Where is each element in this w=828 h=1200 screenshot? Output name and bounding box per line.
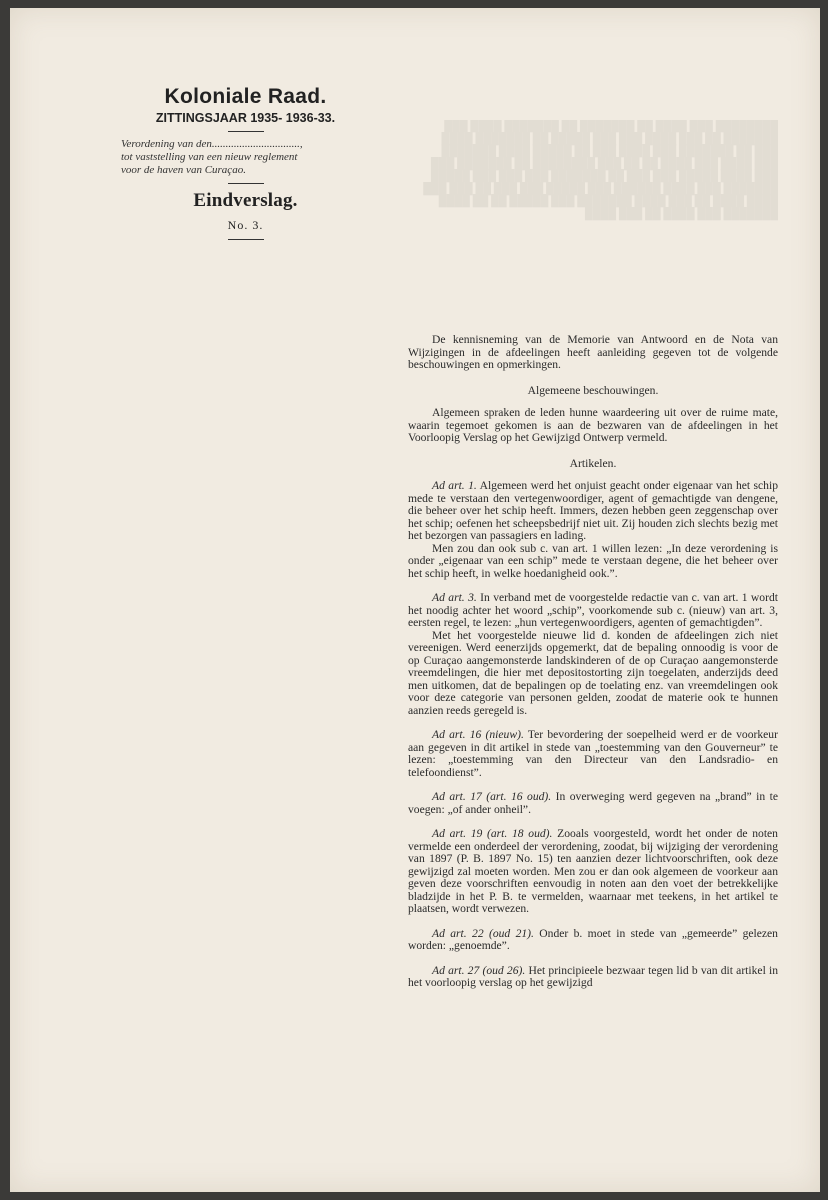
art27-paragraph: Ad art. 27 (oud 26). Het principieele bezwaar tegen lid b van dit artikel in het voorloopig verslag op het gewijzigd (408, 963, 778, 989)
report-body (408, 334, 778, 990)
articles-heading: Artikelen. (569, 456, 617, 470)
art3-paragraph-2: Met het voorgestelde nieuwe lid d. konden de afdeelingen zich niet vereenigen. Werd eenerzijds opgemerkt, dat de bepaling onnoodig is voor de op Curaçao aangemonsterde landskinderen of de op Curaçao aangemonsterde vreemdelingen, die hier met depositostorting zijn toegelaten, anderzijds deed men uitkomen, dat de bepalingen op de toelating enz. van vreemdelingen ook voor deze categorie van personen gelden, zoodat de materie ook te hunnen aanzien reeds geregeld is. (408, 628, 778, 717)
general-paragraph: Algemeen spraken de leden hunne waardeering uit over de ruime mate, waarin tegemoet gekomen is aan de bezwaren van de afdeelingen in het Voorloopig Verslag op het Gewijzigd Ontwerp vermeld. (408, 406, 778, 444)
divider (228, 131, 264, 132)
bleed-through-text: ████████ ███ ████ ██ ███████ ██ ███████ ████ ███ ███████ ██ ███ ████ ███ ███ █████ ██ ███████ ████ ███ ██ ███████ ███ ████ ███ ██ █████ ████ ███████ ███ ████ ███ ████ ██ ██ ███ ████████ ██ ███████ ███ ███ ████ █████ ███ ███ ██ ███████ ███ ███ ███ █████ ███████ ███ ████ ██████ ███ █████ ███ ███ ██ ███ ███ ████ ████ ██ ███ ████ ███████ ███ █████ ██ ██ ████ ███████ ███ ████ ██ ███ ████ (423, 120, 778, 220)
divider (228, 183, 264, 184)
document-page (10, 8, 820, 1192)
art1-paragraph: Ad art. 1. Algemeen werd het onjuist geacht onder eigenaar van het schip mede te verstaan den vertegenwoordiger, agent of gemachtigde van dengene, die beheer over het schip heeft. Immers, dezen hebben geen zeggenschap over het schip; oefenen het scheepsbedrijf niet uit. Zij houden zich slechts bezig met het bezorgen van passagiers en lading. (408, 479, 778, 542)
document-header (118, 86, 373, 246)
council-name: Koloniale Raad. (164, 85, 327, 108)
art3-paragraph: Ad art. 3. In verband met de voorgestelde redactie van c. van art. 1 wordt het noodig achter het woord „schip”, voorkomende sub c. (nieuw) van art. 3, eersten regel, te lezen: „hun vertegenwoordigers, agenten of gemachtigden”. (408, 591, 778, 629)
divider (228, 239, 264, 240)
report-number: No. 3. (227, 218, 264, 233)
report-title: Eindverslag. (193, 190, 298, 212)
art1-paragraph-2: Men zou dan ook sub c. van art. 1 willen lezen: „In deze verordening is onder „eigenaar van een schip” mede te verstaan degene, die het beheer over het schip heeft, in welke hoedanigheid ook.”. (408, 541, 778, 580)
general-heading: Algemeene beschouwingen. (527, 383, 659, 397)
art22-paragraph: Ad art. 22 (oud 21). Onder b. moet in stede van „gemeerde” gelezen worden: „genoemde”. (408, 926, 778, 952)
ordinance-title: Verordening van den................................, tot vaststelling van een nieuw reglement voor de haven van Curaçao. (121, 138, 303, 177)
art19-paragraph: Ad art. 19 (art. 18 oud). Zooals voorgesteld, wordt het onder de noten vermelde een onderdeel der verordening, zoodat, bij wijziging der verordening van 1897 (P. B. 1897 No. 15) ten aanzien dezer lichtvoorschriften, ook deze gewijzigd zal moeten worden. Men zou er dan ook algemeen de voorkeur aan geven deze voorschriften eenvoudig in noten aan den voet der betrekkelijke bladzijde in het P. B. te vermelden, waarnaar met teekens, in het artikel te plaatsen, wordt verwezen. (408, 827, 778, 915)
art16-paragraph: Ad art. 16 (nieuw). Ter bevordering der soepelheid werd er de voorkeur aan gegeven in dit artikel in stede van „toestemming van den Gouverneur” te lezen: „toestemming van den Directeur van den Landsradio- en telefoondienst”. (408, 728, 778, 779)
intro-paragraph: De kennisneming van de Memorie van Antwoord en de Nota van Wijzigingen in de afdeelingen heeft aanleiding gegeven tot de volgende beschouwingen en opmerkingen. (408, 333, 778, 371)
session-year: ZITTINGSJAAR 1935- 1936-33. (155, 111, 336, 126)
art17-paragraph: Ad art. 17 (art. 16 oud). In overweging werd gegeven na „brand” in te voegen: „of ander onheil”. (408, 790, 778, 816)
